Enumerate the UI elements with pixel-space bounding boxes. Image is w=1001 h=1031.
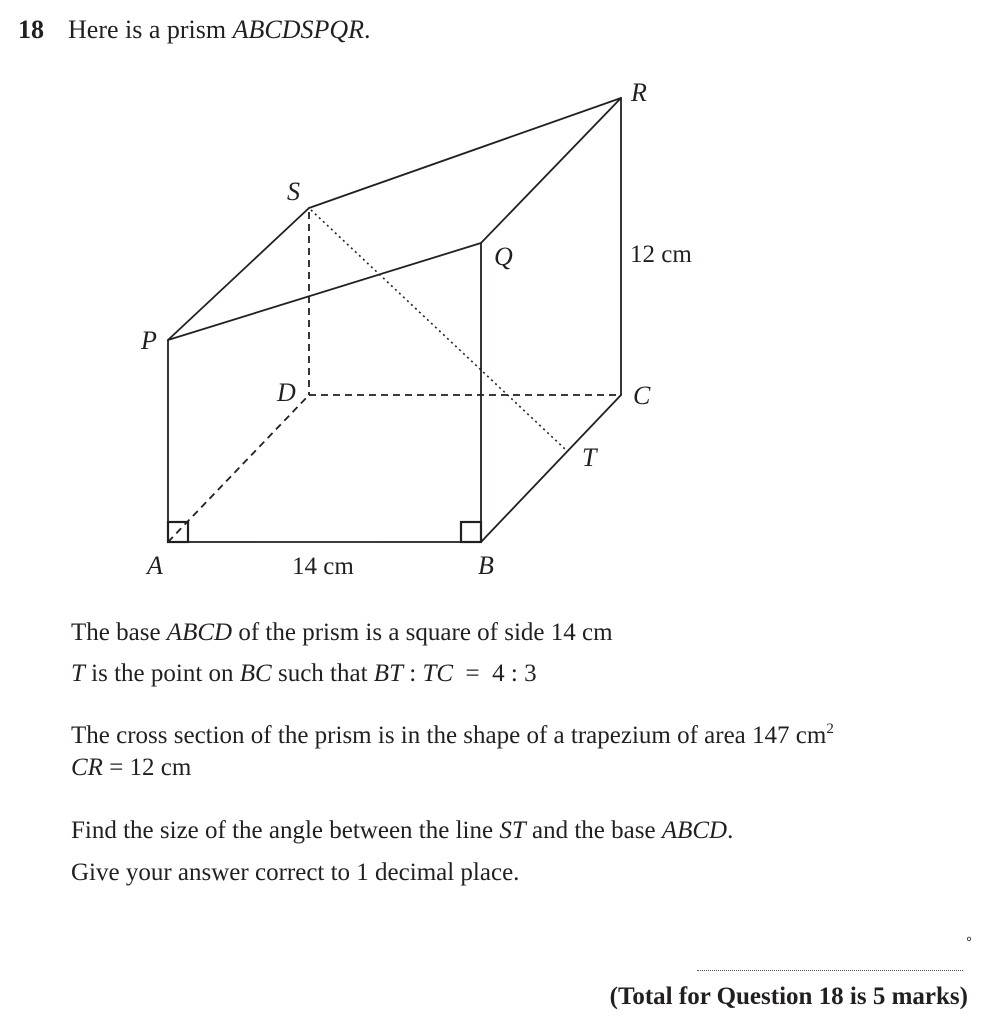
total-marks: (Total for Question 18 is 5 marks) — [609, 983, 968, 1010]
edge-PS — [168, 208, 309, 340]
vertex-label-D: D — [277, 378, 296, 407]
question-header: 18 Here is a prism ABCDSPQR. — [18, 12, 371, 48]
edge-SR — [309, 98, 621, 208]
statement-point-T: T is the point on BC such that BT : TC = 4 : 3 — [71, 660, 537, 687]
statement-base-square: The base ABCD of the prism is a square of side 14 cm — [71, 619, 613, 646]
right-angle-marker-B — [461, 522, 481, 542]
question-number: 18 — [18, 15, 44, 44]
vertex-label-S: S — [287, 177, 300, 206]
measurement-AB: 14 cm — [292, 553, 354, 580]
edge-PQ — [168, 243, 481, 340]
vertex-label-A: A — [147, 551, 163, 580]
line-ST-dotted — [311, 210, 566, 450]
answer-line[interactable] — [697, 970, 963, 971]
vertex-label-P: P — [141, 326, 157, 355]
edge-QR — [481, 98, 621, 243]
statement-cross-section: The cross section of the prism is in the shape of a trapezium of area 147 $cm^2$ — [71, 721, 834, 749]
vertex-label-R: R — [631, 78, 647, 107]
vertex-label-B: B — [478, 551, 494, 580]
degree-symbol: ° — [966, 934, 972, 951]
edge-AD-hidden — [168, 395, 309, 542]
vertex-label-Q: Q — [494, 242, 513, 271]
vertex-label-T: T — [582, 443, 597, 472]
measurement-CR: 12 cm — [630, 241, 692, 268]
vertex-label-C: C — [633, 381, 651, 410]
statement-CR-length: CR = 12 cm — [71, 754, 192, 781]
prism-name: ABCDSPQR — [232, 15, 365, 44]
instruction-find-angle: Find the size of the angle between the line ST and the base ABCD. — [71, 817, 734, 844]
edge-BC — [481, 395, 621, 542]
instruction-decimal-place: Give your answer correct to 1 decimal place. — [71, 859, 520, 886]
question-intro: Here is a prism — [68, 15, 233, 44]
